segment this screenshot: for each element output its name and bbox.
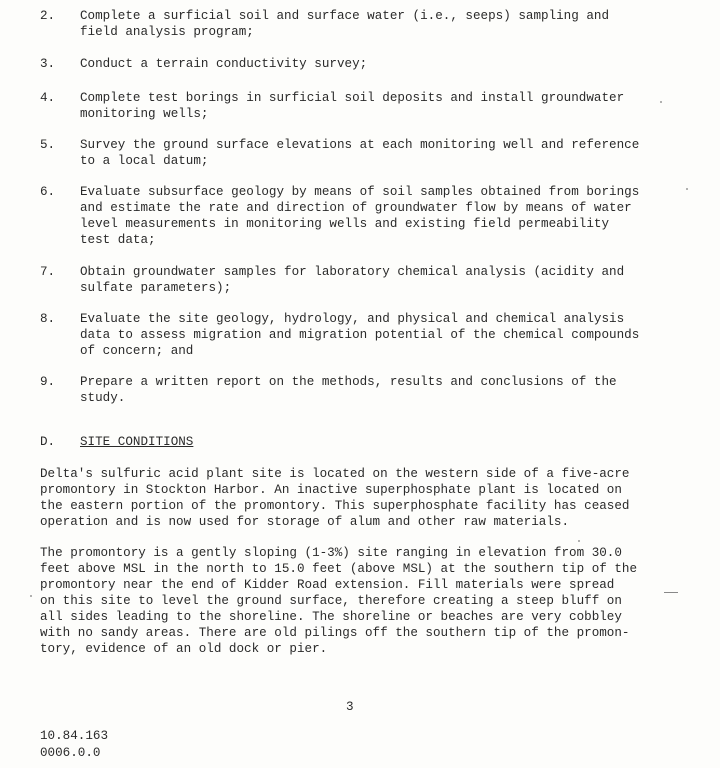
list-item-number: 8. xyxy=(40,312,56,326)
footer-code-1: 10.84.163 xyxy=(40,729,109,743)
scan-speck xyxy=(686,188,688,190)
list-item-number: 5. xyxy=(40,138,56,152)
list-item-number: 7. xyxy=(40,265,56,279)
list-item-text: Prepare a written report on the methods, results and conclusions of the study. xyxy=(80,375,617,405)
paragraph-site-location: Delta's sulfuric acid plant site is located on the western side of a five-acre promontory in Stockton Harbor. An inactive superphosphate plant is located on the eastern portion of the promontory. This superphosphate facility has ceased operation and is now used for storage of alum and other raw materials. xyxy=(40,467,630,529)
list-item-text: Complete test borings in surficial soil deposits and install groundwater monitoring wells; xyxy=(80,91,625,121)
list-item-text: Complete a surficial soil and surface water (i.e., seeps) sampling and field analysis program; xyxy=(80,9,610,39)
section-title: SITE CONDITIONS xyxy=(80,435,194,449)
scan-mark xyxy=(664,592,678,593)
list-item-number: 9. xyxy=(40,375,56,389)
page-number: 3 xyxy=(346,700,354,714)
list-item-text: Evaluate the site geology, hydrology, and physical and chemical analysis data to assess migration and migration potential of the chemical compounds of concern; and xyxy=(80,312,640,358)
scan-speck xyxy=(30,595,32,597)
list-item-text: Conduct a terrain conductivity survey; xyxy=(80,57,368,71)
list-item-text: Obtain groundwater samples for laboratory chemical analysis (acidity and sulfate parameters); xyxy=(80,265,625,295)
list-item-number: 3. xyxy=(40,57,56,71)
list-item-text: Survey the ground surface elevations at each monitoring well and reference to a local datum; xyxy=(80,138,640,168)
footer-code-2: 0006.0.0 xyxy=(40,746,101,760)
list-item-text: Evaluate subsurface geology by means of soil samples obtained from borings and estimate the rate and direction of groundwater flow by means of water level measurements in monitoring wells and existing field permeability test data; xyxy=(80,185,640,247)
section-letter: D. xyxy=(40,435,56,449)
list-item-number: 2. xyxy=(40,9,56,23)
list-item-number: 6. xyxy=(40,185,56,199)
list-item-number: 4. xyxy=(40,91,56,105)
paragraph-promontory-description: The promontory is a gently sloping (1-3%) site ranging in elevation from 30.0 feet above MSL in the north to 15.0 feet (above MSL) at the southern tip of the promontory near the end of Kidder Road extension. Fill materials were spread on this site to level the ground surface, therefore creating a steep bluff on all sides leading to the shoreline. The shoreline or beaches are very cobbley with no sandy areas. There are old pilings off the southern tip of the promon- tory, evidence of an old dock or pier. xyxy=(40,546,638,656)
scan-speck xyxy=(660,101,662,103)
scan-speck xyxy=(578,540,580,542)
